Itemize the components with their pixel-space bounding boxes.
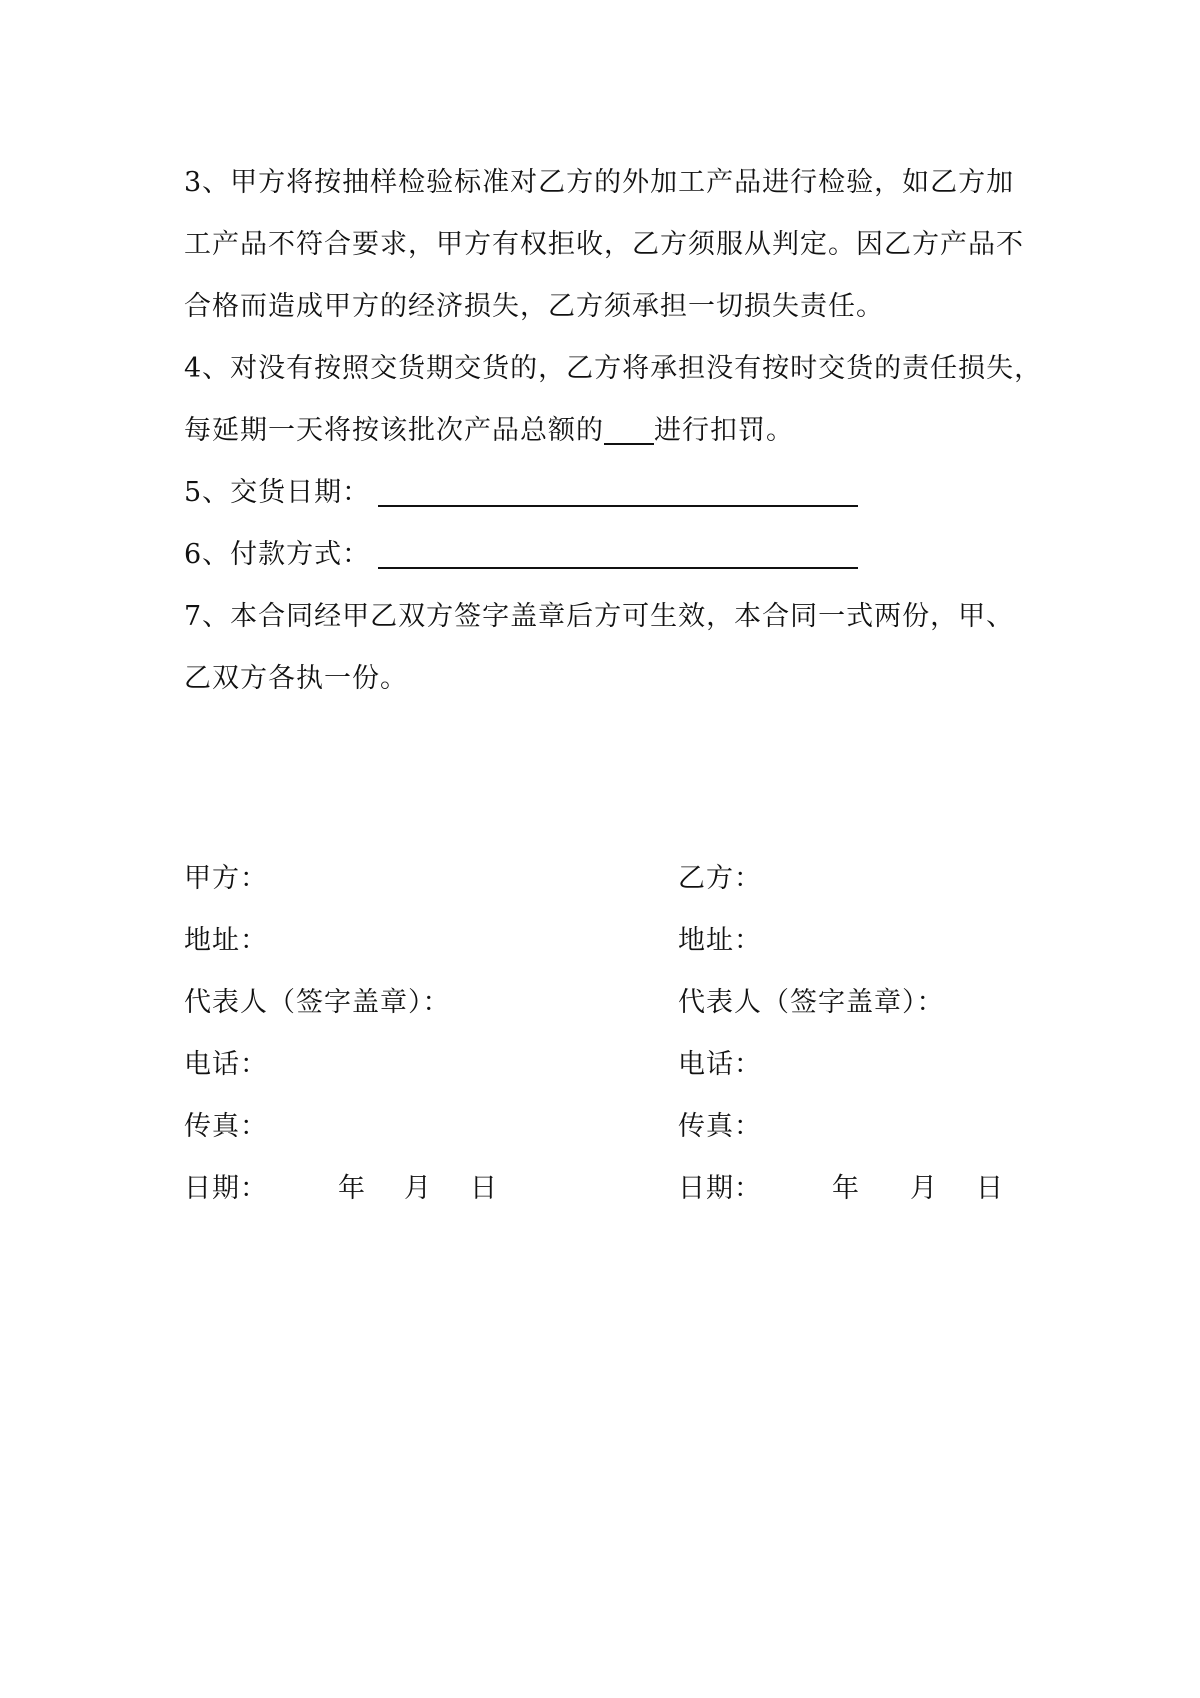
clause-4-text-after-blank: 进行扣罚。 [654,415,794,446]
payment-method-label: 6、付款方式： [184,539,371,570]
clause-7-line-2: 乙双方各执一份。 [184,663,408,694]
party-a-date-year: 年 [338,1173,366,1204]
party-b-date-row [678,1158,1098,1220]
party-b-date-month: 月 [910,1173,938,1204]
clause-3-line-2: 工产品不符合要求，甲方有权拒收，乙方须服从判定。因乙方产品不 [184,229,1024,260]
party-b-fax-label: 传真： [678,1111,762,1142]
party-a-label: 甲方： [184,863,268,894]
party-a-signature-block [184,848,604,1220]
party-a-address-label: 地址： [184,925,268,956]
clause-5-delivery-date [184,462,1034,524]
penalty-rate-blank[interactable] [604,415,654,445]
clause-7-line-1: 7、本合同经甲乙双方签字盖章后方可生效，本合同一式两份，甲、 [184,601,1015,632]
party-b-signature-block [678,848,1098,1220]
contract-clauses [184,152,1043,710]
clause-4-line-1: 4、对没有按照交货期交货的，乙方将承担没有按时交货的责任损失， [184,353,1043,384]
party-b-date-year: 年 [832,1173,860,1204]
party-a-date-label: 日期： [184,1173,268,1204]
delivery-date-blank[interactable] [378,477,858,507]
party-a-fax-label: 传真： [184,1111,268,1142]
party-a-date-day: 日 [470,1173,498,1204]
delivery-date-label: 5、交货日期： [184,477,371,508]
clause-3-line-3: 合格而造成甲方的经济损失，乙方须承担一切损失责任。 [184,291,884,322]
party-b-address-label: 地址： [678,925,762,956]
clause-6-payment-method [184,524,1034,586]
party-b-date-day: 日 [976,1173,1004,1204]
clause-3-line-1: 3、甲方将按抽样检验标准对乙方的外加工产品进行检验，如乙方加 [184,167,1015,198]
party-a-date-row [184,1158,604,1220]
clause-4-text-before-blank: 每延期一天将按该批次产品总额的 [184,415,604,446]
payment-method-blank[interactable] [378,539,858,569]
party-a-phone-label: 电话： [184,1049,268,1080]
party-a-representative-label: 代表人（签字盖章）： [184,987,451,1018]
party-b-representative-label: 代表人（签字盖章）： [678,987,945,1018]
party-a-date-month: 月 [404,1173,432,1204]
party-b-phone-label: 电话： [678,1049,762,1080]
party-b-date-label: 日期： [678,1173,762,1204]
party-b-label: 乙方： [678,863,762,894]
clause-4-line-2 [184,400,1034,462]
